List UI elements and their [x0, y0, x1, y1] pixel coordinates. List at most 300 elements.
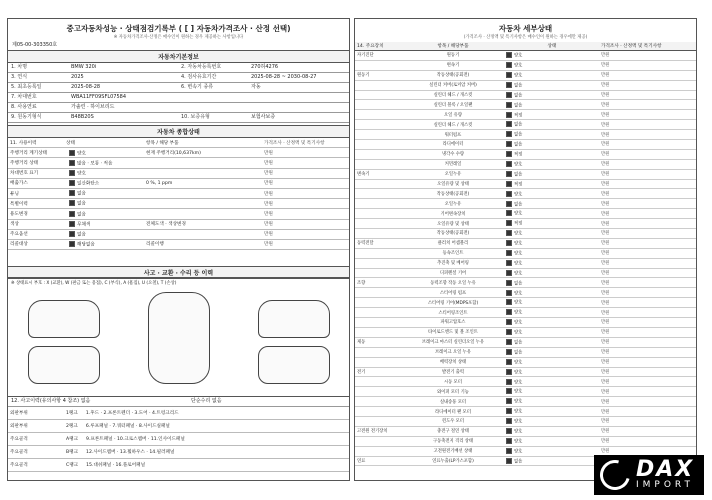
detail-price: 만원 [601, 63, 610, 69]
detail-device: 원동기 [357, 73, 370, 79]
summary-row [8, 199, 349, 209]
detail-state-text: 없음 [514, 122, 523, 128]
basic-info-value: 2025-08-28 [71, 84, 101, 90]
checkbox-checked [506, 151, 512, 157]
checkbox-checked [506, 339, 512, 345]
detail-price: 만원 [601, 439, 610, 445]
detail-part: 발전기 출력 [441, 369, 465, 375]
detail-state [503, 131, 601, 138]
basic-info-row [8, 73, 349, 83]
basic-info-label: 3. 연식 [11, 74, 28, 80]
detail-device: 연료 [357, 458, 366, 464]
summary-row [8, 209, 349, 219]
checkbox-checked [506, 131, 512, 137]
checkbox-checked [506, 408, 512, 414]
detail-row [355, 387, 696, 397]
summary-price: 가격조사 · 산정액 및 특기사항 [264, 140, 325, 146]
detail-state-text: 양호 [514, 429, 523, 435]
damage-legend: ※ 상태표시 부호 : X (교환), W (판금 또는 용접), C (부식), A (흠집), U (요철), T (손상) [11, 281, 177, 286]
detail-state [503, 210, 601, 217]
checkbox-checked [69, 150, 75, 156]
detail-state-text: 적정 [514, 221, 523, 227]
detail-row [355, 269, 696, 279]
checkbox-checked [69, 170, 75, 176]
summary-header: 자동차 종합상태 [8, 125, 349, 138]
checkbox-checked [506, 369, 512, 375]
summary-state [66, 211, 146, 218]
detail-price: 만원 [601, 152, 610, 158]
exterior-group: 주요골격 [10, 450, 28, 455]
detail-price: 만원 [601, 389, 610, 395]
basic-info-value-2: 270허4276 [251, 64, 279, 70]
exterior-rank: 1랭크 [66, 411, 78, 416]
exterior-items: 9.프론트패널 · 10.크로스멤버 · 11.인사이드패널 [86, 437, 185, 442]
detail-state-text: 없음 [514, 93, 523, 99]
detail-price: 만원 [601, 369, 610, 375]
detail-row [355, 239, 696, 249]
detail-state-text: 양호 [514, 63, 523, 69]
detail-price: 만원 [601, 221, 610, 227]
detail-part: 오일누유 [444, 172, 462, 178]
detail-state-text: 양호 [514, 360, 523, 366]
checkbox-checked [506, 280, 512, 286]
detail-part: 구동축전지 격리 상태 [432, 439, 474, 445]
summary-detail: 0 %, 1 ppm [146, 180, 173, 186]
detail-row [355, 140, 696, 150]
detail-part: 오일유량 및 상태 [437, 182, 469, 188]
detail-state [503, 92, 601, 99]
detail-state [503, 270, 601, 277]
checkbox-checked [506, 388, 512, 394]
summary-state-text: 양호 [77, 151, 86, 157]
basic-info-label: 8. 사용연료 [11, 104, 37, 110]
detail-price: 만원 [601, 310, 610, 316]
detail-device: 자기진단 [357, 53, 374, 59]
summary-row [8, 169, 349, 179]
detail-subtitle: (가격조사 · 산정액 및 특기사항은 매수인이 원하는 경우에만 제공) [463, 35, 588, 40]
checkbox-checked [506, 309, 512, 315]
basic-info-value-2: 2025-08-28 ~ 2030-08-27 [251, 74, 317, 80]
exterior-items: 15.대쉬패널 · 16.플로어패널 [86, 463, 146, 468]
detail-device: 전기 [357, 369, 366, 375]
detail-state-text: 양호 [514, 409, 523, 415]
detail-part: 오일유량 및 상태 [437, 221, 469, 227]
detail-part: 등속조인트 [442, 251, 464, 257]
summary-state-text: 무채색 [77, 222, 91, 228]
detail-state-text: 양호 [514, 389, 523, 395]
detail-state [503, 52, 601, 59]
detail-row [355, 100, 696, 110]
checkbox-checked [506, 210, 512, 216]
summary-row [8, 138, 349, 148]
summary-price: 만원 [264, 160, 273, 166]
basic-info-label-2: 6. 변속기 종류 [181, 84, 214, 90]
car-side-left [28, 300, 100, 338]
detail-state-text: 없음 [514, 202, 523, 208]
detail-state-text: 양호 [514, 419, 523, 425]
detail-state-text: 양호 [514, 399, 523, 405]
detail-part: 클러치 어셈블리 [437, 241, 469, 247]
checkbox-checked [69, 231, 75, 237]
detail-state [503, 191, 601, 198]
summary-price: 만원 [264, 171, 273, 177]
detail-state [503, 240, 601, 247]
detail-device: 고전원 전기장치 [357, 429, 388, 435]
detail-state [503, 230, 601, 237]
detail-row [355, 51, 696, 61]
dax-import-logo [594, 455, 704, 495]
basic-info-value: 가솔린 · 하이브리드 [71, 104, 115, 110]
summary-price: 만원 [264, 150, 273, 156]
detail-price: 만원 [601, 102, 610, 108]
checkbox-checked [506, 448, 512, 454]
record-subtitle: ※ 자동차가격조사·산정은 매수인이 원하는 경우 제공하는 사항입니다 [113, 35, 244, 40]
detail-price: 만원 [601, 132, 610, 138]
detail-state-text: 없음 [514, 83, 523, 89]
detail-state [503, 369, 601, 376]
detail-price: 만원 [601, 231, 610, 237]
exterior-items: 12.사이드멤버 · 13.휠하우스 · 14.필러패널 [86, 450, 175, 455]
detail-device: 변속기 [357, 172, 370, 178]
summary-state [66, 221, 146, 228]
detail-state [503, 398, 601, 405]
summary-state [66, 200, 146, 207]
checkbox-checked [506, 290, 512, 296]
detail-state-text: 없음 [514, 340, 523, 346]
exterior-row [8, 433, 349, 446]
detail-part: 충전구 절연 상태 [437, 429, 469, 435]
summary-item: 주요옵션 [10, 232, 28, 238]
detail-state-text: 양호 [514, 192, 523, 198]
checkbox-checked [506, 121, 512, 127]
checkbox-checked [69, 190, 75, 196]
detail-row [355, 249, 696, 259]
detail-state-text: 양호 [514, 241, 523, 247]
detail-part: 변속기 [446, 63, 460, 69]
detail-part: 윈도우 모터 [441, 419, 465, 425]
summary-state [66, 140, 146, 146]
exterior-rank: B랭크 [66, 450, 79, 455]
checkbox-checked [506, 240, 512, 246]
checkbox-checked [506, 92, 512, 98]
exterior-row [8, 407, 349, 420]
detail-state [503, 319, 601, 326]
summary-row [8, 148, 349, 158]
checkbox-checked [506, 329, 512, 335]
checkbox-checked [506, 359, 512, 365]
detail-part: 동력조향 작동 오일 누유 [430, 280, 476, 286]
detail-state-text: 양호 [514, 211, 523, 217]
detail-state-text: 양호 [514, 380, 523, 386]
record-title: 중고자동차성능 · 상태점검기록부 ( [ ] 자동차가격조사 · 산정 선택) [66, 24, 291, 33]
exterior-group: 주요골격 [10, 437, 28, 442]
checkbox-checked [506, 260, 512, 266]
inspection-record-right-page [354, 18, 697, 481]
detail-part: 오일누유 [444, 201, 462, 207]
detail-part: 실린더 커버(로커암 커버) [429, 83, 477, 89]
detail-state [503, 112, 601, 119]
detail-price: 만원 [601, 182, 610, 188]
checkbox-checked [506, 161, 512, 167]
detail-price: 만원 [601, 162, 610, 168]
checkbox-checked [506, 319, 512, 325]
detail-part: 실내송풍 모터 [439, 399, 467, 405]
detail-state-text: 양호 [514, 162, 523, 168]
exterior-group: 외판부위 [10, 411, 28, 416]
detail-part: 스티어링 기어(MDPS포함) [427, 300, 479, 306]
basic-info-row [8, 93, 349, 103]
detail-part: 냉각수 수량 [441, 152, 465, 158]
detail-price: 만원 [601, 320, 610, 326]
detail-state-text: 양호 [514, 251, 523, 257]
basic-info-row [8, 103, 349, 113]
detail-price: 만원 [601, 379, 610, 385]
detail-part: 연료누출(LP가스포함) [432, 458, 474, 464]
detail-state [503, 250, 601, 257]
basic-info-value: BMW 320i [71, 64, 97, 70]
summary-price: 만원 [264, 211, 273, 217]
detail-row [355, 71, 696, 81]
checkbox-checked [69, 241, 75, 247]
detail-row [355, 328, 696, 338]
car-top-view [148, 292, 210, 384]
detail-part: 라디에이터 [442, 142, 464, 148]
accident-history-row: 12. 사고이력(유의사항 4 참조) 없음 단순수리 없음 [8, 397, 349, 407]
summary-state-text: 일산화탄소 [77, 181, 100, 187]
summary-state-text: 없음 [77, 232, 86, 238]
summary-price: 만원 [264, 242, 273, 248]
detail-state-text: 없음 [514, 103, 523, 109]
exterior-group: 주요골격 [10, 463, 28, 468]
summary-state [66, 150, 146, 157]
basic-info-row [8, 83, 349, 93]
summary-state [66, 160, 146, 167]
detail-state [503, 161, 601, 168]
detail-part: 타이로드엔드 및 볼 조인트 [428, 330, 478, 336]
detail-row [355, 130, 696, 140]
detail-state-text: 양호 [514, 330, 523, 336]
detail-state [503, 359, 601, 366]
summary-price: 만원 [264, 232, 273, 238]
basic-info-value-2: 자동 [251, 84, 261, 90]
detail-price: 만원 [601, 73, 610, 79]
summary-state [66, 241, 146, 248]
summary-state [66, 180, 146, 187]
summary-item: 차대번호 표기 [10, 171, 39, 177]
checkbox-checked [506, 52, 512, 58]
detail-part: 원동기 [446, 53, 460, 59]
detail-part: 브레이크 오일 누유 [435, 350, 471, 356]
checkbox-checked [506, 141, 512, 147]
detail-state-text: 없음 [514, 281, 523, 287]
detail-state [503, 339, 601, 346]
detail-device: 제동 [357, 340, 366, 346]
basic-info-label-2: 2. 자동차등록번호 [181, 64, 222, 70]
summary-item: 주행거리 계기상태 [10, 150, 47, 156]
detail-state [503, 418, 601, 425]
detail-price: 만원 [601, 142, 610, 148]
detail-state [503, 220, 601, 227]
logo-swoosh-icon [595, 455, 636, 495]
summary-price: 만원 [264, 181, 273, 187]
detail-price: 만원 [601, 191, 610, 197]
detail-state-text: 적정 [514, 182, 523, 188]
detail-device: 동력전달 [357, 241, 374, 247]
summary-price: 만원 [264, 201, 273, 207]
summary-state-text: 없음 [77, 201, 86, 207]
detail-row [355, 110, 696, 120]
detail-row [355, 437, 696, 447]
detail-state [503, 379, 601, 386]
checkbox-checked [506, 82, 512, 88]
detail-part: 커먼레일 [444, 162, 462, 168]
detail-state-text: 양호 [514, 261, 523, 267]
summary-row [8, 179, 349, 189]
exterior-items: 6.루프패널 · 7.쿼터패널 · 8.사이드실패널 [85, 424, 170, 429]
detail-state-text: 양호 [514, 320, 523, 326]
detail-row [355, 120, 696, 130]
detail-state [503, 349, 601, 356]
logo-main-text: DAX [636, 457, 695, 482]
basic-info-label: 1. 차명 [11, 64, 28, 70]
detail-part: 파워고압호스 [440, 320, 466, 326]
exterior-rank: 2랭크 [66, 424, 78, 429]
checkbox-checked [506, 220, 512, 226]
detail-price: 만원 [601, 93, 610, 98]
detail-row [355, 61, 696, 71]
summary-detail: 전체도색 · 색상변경 [146, 222, 186, 228]
detail-price: 만원 [601, 449, 610, 455]
detail-part: 와이퍼 모터 기능 [437, 389, 469, 395]
checkbox-checked [506, 418, 512, 424]
exterior-items: 1.후드 · 2.프론트펜더 · 3.도어 · 4.트렁크리드 [85, 411, 179, 416]
detail-price: 만원 [601, 350, 610, 356]
detail-row [355, 278, 696, 288]
summary-state-text: 많음 · 보통 · 적음 [77, 161, 113, 167]
detail-state-text: 없음 [514, 459, 523, 465]
checkbox-checked [506, 72, 512, 78]
detail-state [503, 280, 601, 287]
basic-info-value-2: 보험사보증 [251, 114, 276, 120]
exterior-rank: A랭크 [66, 437, 79, 442]
summary-state [66, 190, 146, 197]
summary-row [8, 220, 349, 230]
detail-price: 만원 [601, 429, 610, 435]
summary-state [66, 231, 146, 238]
basic-info-label: 7. 차대번호 [11, 94, 37, 100]
summary-detail: 항목 / 해당 부품 [146, 140, 179, 146]
detail-state-text: 양호 [514, 449, 523, 455]
checkbox-checked [506, 102, 512, 108]
detail-state [503, 290, 601, 297]
checkbox-checked [506, 230, 512, 236]
detail-state [503, 62, 601, 69]
detail-row [355, 199, 696, 209]
detail-part: 작동상태(공회전) [436, 73, 470, 79]
detail-part: 작동상태(공회전) [436, 191, 470, 197]
basic-info-value: WBA11FF09SFL07584 [71, 94, 127, 100]
basic-info-row [8, 113, 349, 123]
detail-row [355, 180, 696, 190]
detail-state-text: 양호 [514, 73, 523, 79]
detail-state [503, 299, 601, 306]
detail-state-text: 양호 [514, 370, 523, 376]
detail-price: 만원 [601, 201, 610, 207]
basic-info-table [8, 63, 349, 123]
detail-state-text: 없음 [514, 172, 523, 178]
detail-part: 스티어링 펌프 [439, 290, 467, 296]
checkbox-checked [506, 191, 512, 197]
checkbox-checked [69, 180, 75, 186]
detail-title: 자동차 세부상태 [498, 24, 553, 33]
summary-row [8, 158, 349, 168]
summary-row [8, 230, 349, 240]
detail-state [503, 458, 601, 465]
summary-item: 특별이력 [10, 201, 28, 207]
checkbox-checked [506, 428, 512, 434]
summary-state-text: 해당없음 [77, 242, 95, 248]
detail-state-text: 양호 [514, 53, 523, 59]
document-number: 제05-00-303350호 [12, 42, 58, 48]
exterior-row [8, 446, 349, 459]
detail-row [355, 397, 696, 407]
detail-row [355, 189, 696, 199]
checkbox-checked [506, 299, 512, 305]
detail-row [355, 229, 696, 239]
summary-item: 용도변경 [10, 211, 28, 217]
summary-state-text: 없음 [77, 191, 86, 197]
detail-table-head: 14. 주요장치 항목 / 해당부품 상태 가격조사 · 산정액 및 특기사항 [355, 42, 696, 51]
logo-sub-text: IMPORT [636, 480, 695, 490]
detail-device: 조향 [357, 280, 366, 286]
detail-price: 만원 [601, 112, 610, 118]
detail-state-text: 양호 [514, 231, 523, 237]
basic-info-label-2: 10. 보증유형 [181, 114, 210, 120]
detail-row [355, 407, 696, 417]
summary-price: 만원 [264, 222, 273, 228]
detail-state-text: 양호 [514, 271, 523, 277]
detail-row [355, 308, 696, 318]
summary-item: 튜닝 [10, 191, 19, 197]
detail-part: 작동상태(공회전) [436, 231, 470, 237]
exterior-rank: C랭크 [66, 463, 79, 468]
car-rear-view [258, 346, 330, 384]
detail-state [503, 102, 601, 109]
checkbox-checked [506, 62, 512, 68]
detail-price: 만원 [601, 330, 610, 336]
summary-item: 색상 [10, 222, 19, 228]
detail-part: 브레이크 마스터 실린더오일 누유 [421, 340, 485, 346]
detail-state [503, 201, 601, 208]
detail-state [503, 428, 601, 435]
detail-state [503, 171, 601, 178]
basic-info-row [8, 63, 349, 73]
exterior-row [8, 459, 349, 472]
detail-state [503, 121, 601, 128]
detail-row [355, 427, 696, 437]
detail-row [355, 377, 696, 387]
detail-state-text: 없음 [514, 132, 523, 138]
detail-state-text: 적정 [514, 152, 523, 158]
detail-part: 실린더 블록 / 오일팬 [433, 102, 473, 108]
exterior-row [8, 420, 349, 433]
detail-state [503, 72, 601, 79]
detail-state [503, 329, 601, 336]
detail-row [355, 368, 696, 378]
detail-part: 오일 유량 [444, 112, 462, 118]
detail-row [355, 288, 696, 298]
detail-row [355, 348, 696, 358]
